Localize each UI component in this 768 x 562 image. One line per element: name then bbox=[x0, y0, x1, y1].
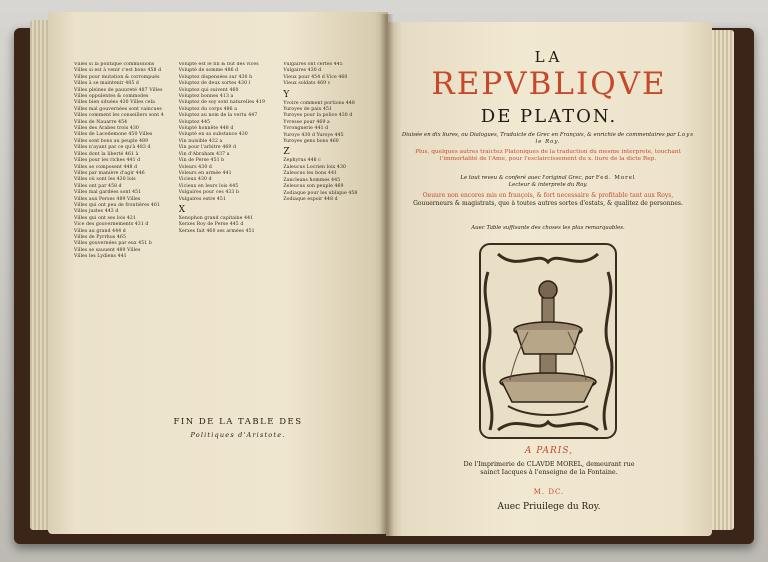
imprint-line-1: De l'Imprimerie de CLAVDE MOREL, demeurant rue bbox=[463, 460, 635, 468]
dialogues-text: Diuisée en dix liures, ou Dialogues, Traduicte de Grec en François, & enrichie de commentaires par bbox=[401, 132, 676, 138]
index-letter-heading: X bbox=[178, 204, 186, 215]
reveu-line bbox=[400, 175, 696, 188]
fountain-printers-mark-icon bbox=[478, 242, 618, 440]
index-columns bbox=[74, 62, 382, 402]
left-page bbox=[48, 12, 388, 534]
index-entry: Vin pour l'arbitre 469 d bbox=[178, 145, 236, 151]
index-entry: Villes de Nauarre 454 bbox=[74, 119, 128, 125]
index-entry: Villes aux Perses 489 Villes bbox=[74, 196, 141, 202]
index-entry: Xenophon grand capitaine 441 bbox=[178, 215, 254, 221]
index-entry: Voluptez de deux sortes 430 l bbox=[178, 81, 251, 87]
index-entry: Vulgaires estre 451 bbox=[178, 196, 226, 202]
index-entry: Voleurs 430 d bbox=[178, 164, 212, 170]
index-entry: Villes pleines de pauureté 487 Villes bbox=[74, 87, 163, 93]
book-gutter bbox=[380, 14, 394, 540]
index-entry: Yuroyes de paix 451 bbox=[283, 107, 333, 113]
plus-paragraph: Plus, quelques autres traictez Platoniques de la traduction du mesme interprete, touchant l'immortalité de l'Ame, pour l'esclaircissement du x. liure de la dicte Rep. bbox=[415, 149, 681, 162]
index-column-2 bbox=[179, 62, 278, 402]
reveu-text: Le tout reveu & conferé auec l'original Grec, par bbox=[460, 175, 595, 181]
oeuvre-paragraph bbox=[400, 192, 696, 208]
index-entry: Villes oppulentes & commodes bbox=[74, 94, 149, 100]
index-entry: Villes au grand 444 d bbox=[74, 228, 126, 234]
index-entry: Zodiaque espoir 448 d bbox=[283, 196, 338, 202]
index-entry: Villes justes 443 d bbox=[74, 209, 119, 215]
index-entry: Xerxes fait 460 ses armées 451 bbox=[178, 228, 255, 234]
index-entry: Villes se composent 448 d bbox=[74, 164, 138, 170]
index-entry: Voluptez dispensées sur 430 h bbox=[178, 74, 253, 80]
index-entry: Villes si est à venir c'est bons 458 d bbox=[74, 68, 162, 74]
index-entry: Volupté honnête 448 d bbox=[178, 126, 234, 132]
index-entry: Zaleucus Locrien loix 430 bbox=[283, 164, 346, 170]
index-entry: Voluptez de soy sont naturelles 419 bbox=[178, 100, 265, 106]
index-entry: Villes à se maintenir 485 d bbox=[74, 81, 139, 87]
index-entry: Villes qui ont peu de frontières 461 bbox=[74, 202, 160, 208]
index-entry: Villes n'ayant par ce qu'à 483 d bbox=[74, 145, 151, 151]
index-entry: Volupté de somme 486 d bbox=[178, 68, 239, 74]
index-entry: Villes de Pyrrhus 465 bbox=[74, 234, 126, 240]
index-column-3 bbox=[283, 62, 382, 402]
book-title: REPVBLIQVE bbox=[431, 66, 667, 102]
imprint bbox=[396, 460, 702, 476]
imprint-line-2: sainct Iacques à l'enseigne de la Fontaine. bbox=[480, 468, 618, 476]
index-entry: Villes bien situées 430 Villes cela bbox=[74, 100, 156, 106]
privilege-line: Auec Priuilege du Roy. bbox=[497, 502, 601, 512]
index-entry: Villes mal gouvernées sont vaincues bbox=[74, 106, 162, 112]
index-entry: Vulgaires 430 d bbox=[283, 68, 322, 74]
index-entry: Yvrongnerie 441 d bbox=[283, 126, 329, 132]
title-article: LA bbox=[534, 48, 564, 66]
oeuvre-black-text: Gouuerneurs & magistrats, que à toutes autres sortes d'estats, & qualitez de personnes. bbox=[413, 200, 683, 207]
index-entry: Villes de Lacedemone 450 Villes bbox=[74, 132, 153, 138]
index-entry: Voluptez du corps 486 a bbox=[178, 106, 238, 112]
index-entry: Villes si la politique commissions bbox=[74, 62, 155, 67]
index-column-1 bbox=[74, 62, 173, 402]
index-entry: Villes des Arabes trois 430 bbox=[74, 126, 139, 132]
table-note: Auec Table suffisante des choses les plus remarquables. bbox=[471, 225, 625, 231]
index-entry: Villes sont bons au peuple 489 bbox=[74, 138, 149, 144]
index-entry: Vin de Perse 451 b bbox=[178, 158, 225, 164]
index-entry: Villes pour mutation & corrompuës bbox=[74, 74, 160, 80]
index-entry: Voluptez qui suivent 460 bbox=[178, 87, 239, 93]
index-entry: Villes où sont les 430 lois bbox=[74, 177, 136, 183]
book-subtitle: DE PLATON. bbox=[480, 106, 618, 127]
index-entry: Villes se sauuent 489 Villes bbox=[74, 247, 141, 253]
author-name: Loys le Roy. bbox=[535, 132, 695, 145]
index-entry: Villes dont la liberté 461 à bbox=[74, 151, 139, 157]
index-entry: Zeleucus son peuple 469 bbox=[283, 184, 344, 190]
index-entry: Yuroyes gens bons 460 bbox=[283, 139, 339, 145]
index-entry: Villes ont par 458 d bbox=[74, 183, 122, 189]
index-entry: Vin d'Abraham 437 a bbox=[178, 151, 230, 157]
index-entry: Vicieux en leurs lois 445 bbox=[178, 183, 239, 189]
fin-line-1: FIN DE LA TABLE DES bbox=[173, 417, 303, 427]
index-entry: Voluptez bonnes 413 a bbox=[178, 94, 234, 100]
index-entry: Voluptez au nom de la vertu 447 bbox=[178, 113, 258, 119]
index-entry: Villes les Lydiens 441 bbox=[74, 254, 127, 260]
index-entry: Vieux pour 454 d Vice 460 bbox=[283, 74, 348, 80]
index-entry: Vin nuisible 432 a bbox=[178, 138, 223, 144]
index-entry: Zaleucus les bons 441 bbox=[283, 171, 338, 177]
index-entry: Xerxes Roy de Perse 445 d bbox=[178, 222, 244, 228]
index-entry: Villes comment les conseillers sont 4 bbox=[74, 113, 164, 119]
index-entry: Zephyrus 448 c bbox=[283, 158, 321, 164]
index-entry: Vicieux 430 d bbox=[178, 177, 212, 183]
index-entry: Villes pour les riches 441 d bbox=[74, 158, 141, 164]
index-entry: Vulgaires pour ces 433 b bbox=[178, 190, 240, 196]
fin-de-la-table bbox=[118, 417, 358, 439]
index-entry: Vulgaires ont certes 445 bbox=[283, 62, 343, 67]
index-entry: Zodiaque pour les ublique 458 bbox=[283, 190, 358, 196]
index-entry: Voleurs en armée 441 bbox=[178, 170, 232, 176]
index-entry: Villes mal gardées sont 451 bbox=[74, 190, 142, 196]
index-letter-heading: Z bbox=[283, 147, 290, 158]
oeuvre-red-text: Oeuure non encores mis en françois, & fort necessaire & profitable tant aux Roys, bbox=[422, 192, 674, 199]
dialogues-line bbox=[398, 132, 698, 145]
editor-title: Lecteur & interprete du Roy. bbox=[508, 181, 588, 188]
publication-date: M. DC. bbox=[533, 488, 565, 496]
index-entry: Villes par manière d'agir 446 bbox=[74, 170, 145, 176]
index-entry: Volupté est le fin & but des vices bbox=[178, 62, 259, 67]
index-entry: Zancleans hommes 445 bbox=[283, 177, 341, 183]
title-page bbox=[386, 22, 712, 536]
index-entry: Volupté en sa substance 430 bbox=[178, 132, 248, 138]
place-paris: A PARIS, bbox=[524, 446, 574, 456]
index-entry: Villes gouvernées par eux 451 b bbox=[74, 241, 152, 247]
fin-line-2: Politiques d'Aristote. bbox=[190, 431, 286, 439]
index-entry: Yvresse pour 469 a bbox=[283, 119, 330, 125]
index-entry: Vieux soldats 469 c bbox=[283, 81, 331, 87]
index-letter-heading: Y bbox=[283, 89, 290, 100]
index-entry: Yuroyes pour la police 430 d bbox=[283, 113, 353, 119]
index-entry: Yvoire comment portions 448 bbox=[283, 100, 355, 106]
index-entry: Voluptez 445 bbox=[178, 119, 211, 125]
index-entry: Yuroye 430 d Yuroye 445 bbox=[283, 132, 344, 138]
index-entry: Vice des gouvernements 431 d bbox=[74, 222, 149, 228]
editor-name: Fed. Morel bbox=[595, 175, 636, 181]
index-entry: Villes qui ont ses lois 421 bbox=[74, 215, 136, 221]
